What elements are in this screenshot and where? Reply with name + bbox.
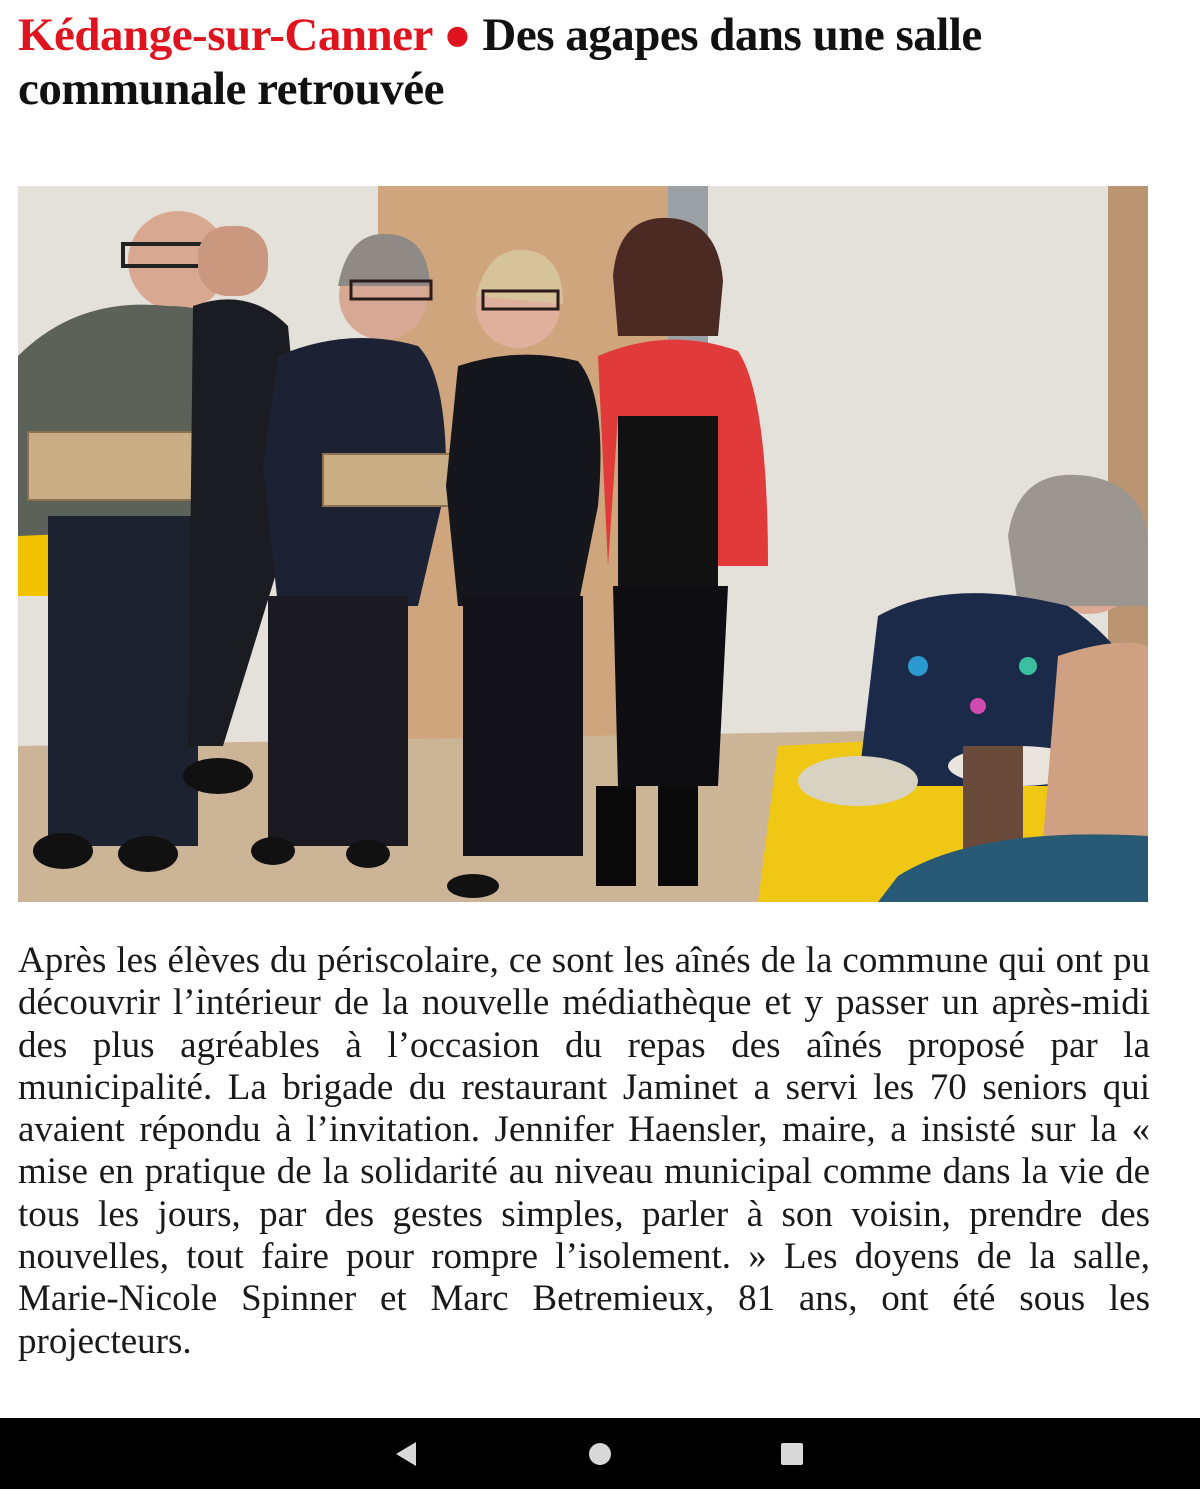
group-photo-illustration	[18, 186, 1148, 902]
back-triangle-icon[interactable]	[388, 1436, 424, 1472]
article-title: Des agapes dans une salle communale retrouvée	[18, 9, 982, 115]
article-body: Après les élèves du périscolaire, ce sont les aînés de la commune qui ont pu découvrir l’intérieur de la nouvelle médiathèque et y passer un après-midi des plus agréables à l’occasion du repas des aînés proposé par la municipalité. La brigade du restaurant Jaminet a servi les 70 seniors qui avaient répondu à l’invitation. Jennifer Haensler, maire, a insisté sur la « mise en pratique de la solidarité au niveau municipal comme dans la vie de tous les jours, par des gestes simples, parler à son voisin, prendre des nouvelles, tout faire pour rompre l’isolement. » Les doyens de la salle, Marie-Nicole Spinner et Marc Betremieux, 81 ans, ont été sous les projecteurs.	[18, 940, 1150, 1362]
home-circle-icon[interactable]	[582, 1436, 618, 1472]
system-navigation-bar	[0, 1418, 1200, 1489]
kicker-separator: ●	[443, 9, 472, 61]
article-headline	[18, 8, 1168, 116]
article-kicker: Kédange-sur-Canner	[18, 9, 432, 61]
recents-square-icon[interactable]	[774, 1436, 810, 1472]
article-photo	[18, 186, 1148, 902]
